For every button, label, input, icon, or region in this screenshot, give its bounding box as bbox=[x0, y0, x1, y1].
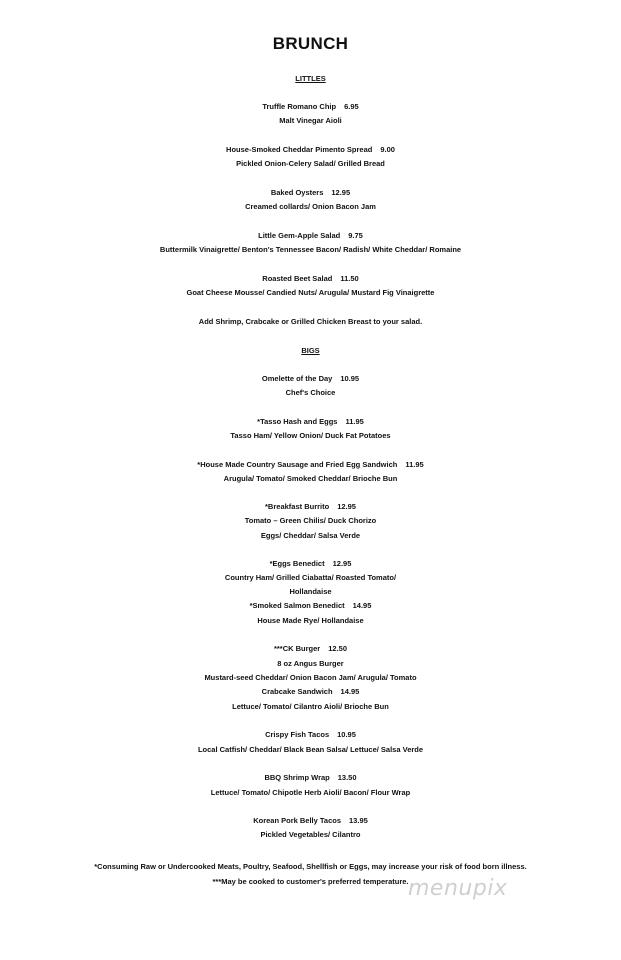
item-price: 6.95 bbox=[344, 102, 359, 111]
menu-item-name bbox=[0, 502, 621, 512]
menu-item-description: Malt Vinegar Aioli bbox=[279, 116, 342, 125]
menu-item-name bbox=[0, 687, 621, 697]
item-name: *Tasso Hash and Eggs bbox=[257, 417, 338, 426]
menu-item-name bbox=[0, 417, 621, 427]
item-name: BBQ Shrimp Wrap bbox=[264, 773, 330, 782]
item-name: Roasted Beet Salad bbox=[262, 274, 333, 283]
menu-item-description: Buttermilk Vinaigrette/ Benton's Tennessee Bacon/ Radish/ White Cheddar/ Romaine bbox=[159, 245, 462, 254]
item-price: 9.00 bbox=[380, 145, 395, 154]
section-heading-littles: LITTLES bbox=[295, 74, 326, 83]
menu-item-name bbox=[0, 601, 621, 611]
menu-item-name bbox=[0, 145, 621, 155]
item-name: *Smoked Salmon Benedict bbox=[249, 601, 345, 610]
menu-item-description: Tasso Ham/ Yellow Onion/ Duck Fat Potatoes bbox=[230, 431, 391, 440]
section-heading-bigs: BIGS bbox=[301, 346, 320, 355]
menu-item-description: Creamed collards/ Onion Bacon Jam bbox=[245, 202, 376, 211]
item-name: Little Gem-Apple Salad bbox=[258, 231, 341, 240]
menu-item-description: Mustard-seed Cheddar/ Onion Bacon Jam/ Arugula/ Tomato bbox=[204, 673, 417, 682]
menu-item-name bbox=[0, 816, 621, 826]
menu-item-name bbox=[0, 460, 621, 470]
item-price: 13.95 bbox=[349, 816, 368, 825]
item-price: 10.95 bbox=[337, 730, 356, 739]
item-name: Baked Oysters bbox=[270, 188, 324, 197]
item-price: 12.95 bbox=[337, 502, 356, 511]
item-name: *Eggs Benedict bbox=[269, 559, 325, 568]
item-price: 11.95 bbox=[405, 460, 424, 469]
item-price: 11.50 bbox=[340, 274, 359, 283]
menu-item-description: Goat Cheese Mousse/ Candied Nuts/ Arugula/ Mustard Fig Vinaigrette bbox=[186, 288, 435, 297]
menu-item-name bbox=[0, 773, 621, 783]
salad-addon-note: Add Shrimp, Crabcake or Grilled Chicken Breast to your salad. bbox=[198, 317, 423, 326]
menu-item-name bbox=[0, 559, 621, 569]
menu-item-description: Local Catfish/ Cheddar/ Black Bean Salsa/ Lettuce/ Salsa Verde bbox=[197, 745, 424, 754]
item-price: 9.75 bbox=[348, 231, 363, 240]
item-name: Korean Pork Belly Tacos bbox=[253, 816, 342, 825]
food-safety-warning: *Consuming Raw or Undercooked Meats, Poultry, Seafood, Shellfish or Eggs, may increase your risk of food born illness. bbox=[94, 862, 527, 871]
menu-title: BRUNCH bbox=[272, 34, 349, 53]
menupix-watermark: menupix bbox=[408, 876, 508, 901]
item-price: 13.50 bbox=[337, 773, 357, 782]
item-name: Crabcake Sandwich bbox=[261, 687, 333, 696]
item-price: 11.95 bbox=[345, 417, 364, 426]
menu-item-description: Tomato – Green Chilis/ Duck Chorizo bbox=[244, 516, 377, 525]
item-price: 12.95 bbox=[332, 559, 352, 568]
menu-item-description: Country Ham/ Grilled Ciabatta/ Roasted Tomato/ bbox=[224, 573, 397, 582]
menu-item-description: House Made Rye/ Hollandaise bbox=[257, 616, 364, 625]
item-price: 14.95 bbox=[340, 687, 360, 696]
item-price: 14.95 bbox=[352, 601, 372, 610]
menu-item-description: 8 oz Angus Burger bbox=[277, 659, 344, 668]
menu-item-name bbox=[0, 644, 621, 654]
menu-item-description: Lettuce/ Tomato/ Cilantro Aioli/ Brioche Bun bbox=[232, 702, 389, 711]
item-name: Omelette of the Day bbox=[261, 374, 333, 383]
item-price: 12.95 bbox=[331, 188, 351, 197]
menu-item-name bbox=[0, 374, 621, 384]
item-name: Crispy Fish Tacos bbox=[265, 730, 330, 739]
item-name: House-Smoked Cheddar Pimento Spread bbox=[226, 145, 373, 154]
item-name: *House Made Country Sausage and Fried Egg Sandwich bbox=[197, 460, 398, 469]
item-name: Truffle Romano Chip bbox=[262, 102, 337, 111]
menu-item-description: Arugula/ Tomato/ Smoked Cheddar/ Brioche Bun bbox=[223, 474, 398, 483]
menu-item-name bbox=[0, 274, 621, 284]
item-price: 10.95 bbox=[340, 374, 360, 383]
menu-item-description: Chef's Choice bbox=[285, 388, 336, 397]
menu-item-description: Hollandaise bbox=[289, 587, 332, 596]
item-name: ***CK Burger bbox=[273, 644, 321, 653]
item-name: *Breakfast Burrito bbox=[265, 502, 330, 511]
menu-item-name bbox=[0, 102, 621, 112]
item-price: 12.50 bbox=[328, 644, 348, 653]
temperature-note: ***May be cooked to customer's preferred temperature. bbox=[212, 877, 409, 886]
menu-item-description: Pickled Onion-Celery Salad/ Grilled Bread bbox=[236, 159, 385, 168]
menu-item-description: Eggs/ Cheddar/ Salsa Verde bbox=[260, 531, 361, 540]
menu-item-description: Pickled Vegetables/ Cilantro bbox=[260, 830, 361, 839]
menu-item-name bbox=[0, 188, 621, 198]
menu-item-name bbox=[0, 231, 621, 241]
menu-item-description: Lettuce/ Tomato/ Chipotle Herb Aioli/ Bacon/ Flour Wrap bbox=[210, 788, 411, 797]
menu-item-name bbox=[0, 730, 621, 740]
